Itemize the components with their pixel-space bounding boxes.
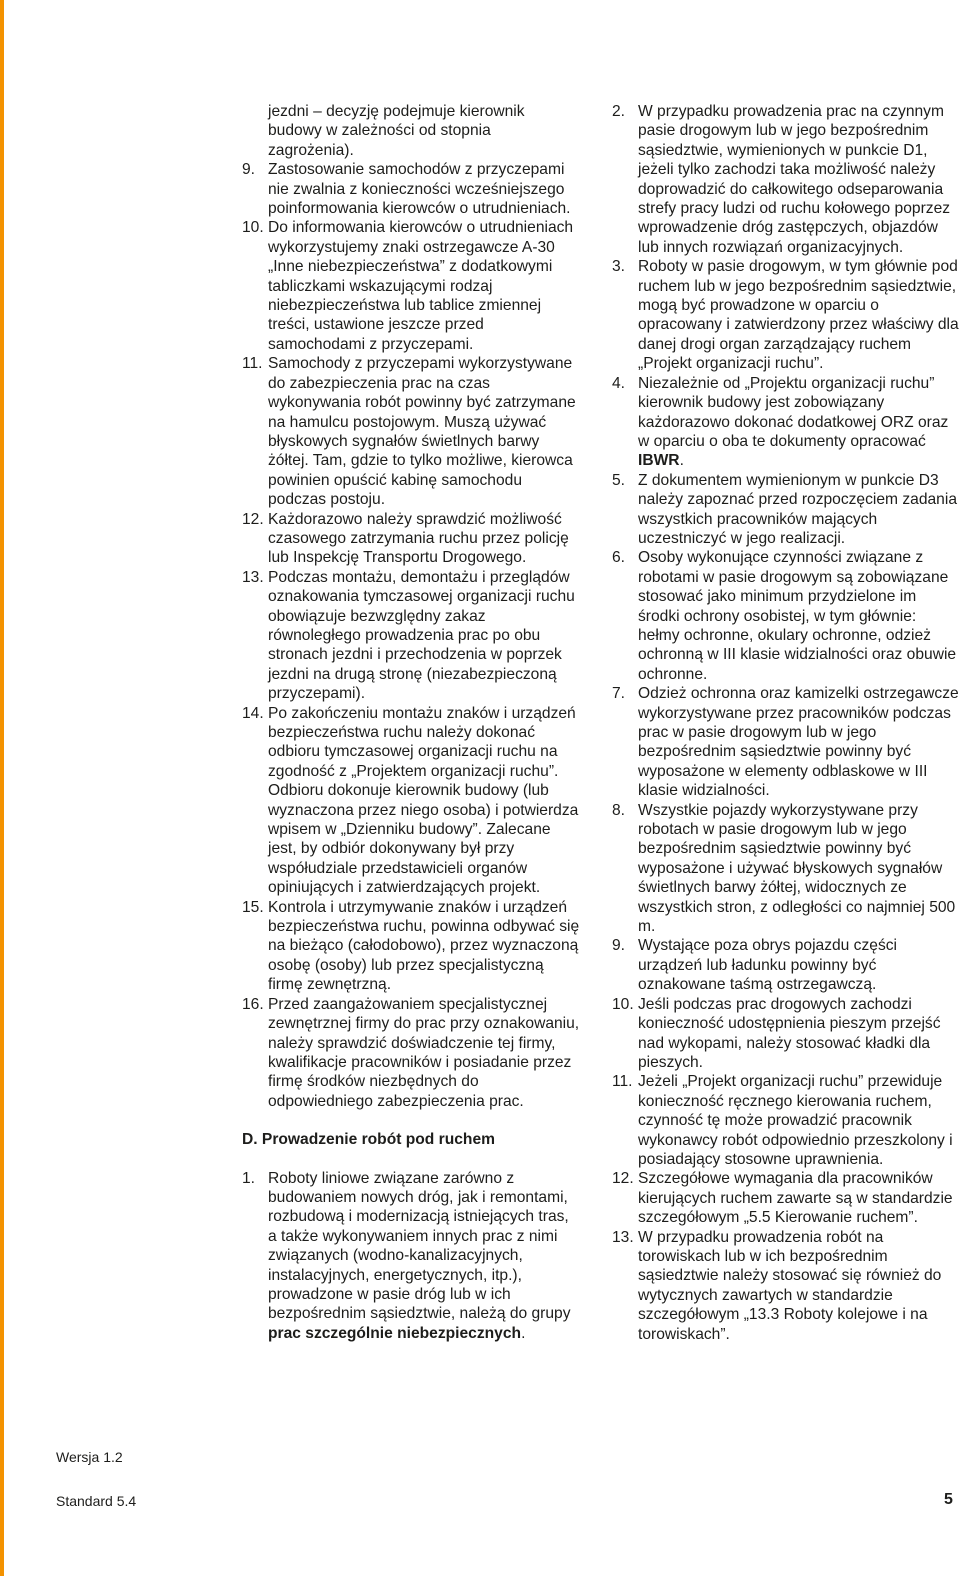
list-item	[242, 995, 580, 1111]
item-text	[638, 548, 960, 684]
list-item	[242, 160, 580, 218]
item-text-main: W przypadku prowadzenia robót na torowiskach lub w ich bezpośrednim sąsiedztwie należy stosować się również do wytycznych zawartych w standardzie szczegółowym „13.3 Roboty kolejowe i na torowiskach”.	[638, 1228, 942, 1343]
item-number: 10.	[612, 995, 634, 1013]
continuation-text: jezdni – decyzję podejmuje kierownik budowy w zależności od stopnia zagrożenia).	[268, 103, 525, 159]
item-text-main: Kontrola i utrzymywanie znaków i urządzeń bezpieczeństwa ruchu, powinna odbywać się na bieżąco (całodobowo), przez wyznaczoną osobę (osoby) lub przez specjalistyczną firmę zewnętrzną.	[268, 898, 580, 994]
item-text	[268, 995, 580, 1111]
orange-accent-bar	[0, 0, 4, 1576]
item-number: 9.	[242, 161, 256, 179]
item-text	[638, 1228, 960, 1344]
item-text-main: Szczegółowe wymagania dla pracowników kierujących ruchem zawarte są w standardzie szczegółowym „5.5 Kierowanie ruchem”.	[638, 1170, 953, 1227]
item-text-main: Po zakończeniu montażu znaków i urządzeń bezpieczeństwa ruchu należy dokonać odbioru tymczasowej organizacji ruchu na zgodność z „Projektem organizacji ruchu”. Odbioru dokonuje kierownik budowy (lub wyznaczona przez niego osoba) i potwierdza wpisem w „Dzienniku budowy”. Zalecane jest, by odbiór dokonywany był przy współudziale przedstawicieli organów opiniujących i zatwierdzających projekt.	[268, 704, 579, 897]
list-item	[612, 801, 960, 937]
item-number: 13.	[612, 1228, 634, 1246]
right-column	[612, 102, 960, 1344]
item-text-main: Przed zaangażowaniem specjalistycznej zewnętrznej firmy do prac przy oznakowaniu, należy sprawdzić doświadczenie tej firmy, kwalifikacje pracowników i posiadanie przez firmę środków niezbędnych do odpowiedniego zabezpieczenia prac.	[268, 995, 580, 1110]
item-number: 15.	[242, 898, 264, 916]
item-text-main: Każdorazowo należy sprawdzić możliwość czasowego zatrzymania ruchu przez policję lub Inspekcję Transportu Drogowego.	[268, 510, 569, 567]
item-number: 13.	[242, 568, 264, 586]
list-item	[612, 1072, 960, 1169]
item-text-tail: .	[679, 452, 684, 470]
item-text-main: Osoby wykonujące czynności związane z robotami w pasie drogowym są zobowiązane stosować jako minimum przydzielone im środki ochrony osobistej, w tym głównie: hełmy ochronne, okulary ochronne, odzież ochronną w III klasie widzialności oraz obuwie ochronne.	[638, 549, 957, 683]
item-number: 14.	[242, 704, 264, 722]
item-number: 12.	[612, 1170, 634, 1188]
list-item	[612, 548, 960, 684]
item-number: 1.	[242, 1169, 256, 1187]
page-number: 5	[944, 1491, 953, 1508]
item-text-bold: IBWR	[638, 452, 680, 470]
item-text	[638, 102, 960, 257]
item-text	[638, 257, 960, 373]
list-item	[242, 218, 580, 354]
item-text	[638, 995, 960, 1073]
list-item	[242, 354, 580, 509]
item-text	[268, 510, 580, 568]
item-number: 12.	[242, 510, 264, 528]
item-text-main: Wystające poza obrys pojazdu części urządzeń lub ładunku powinny być oznakowane taśmą ostrzegawczą.	[638, 937, 898, 994]
item-text	[268, 218, 580, 354]
item-text-bold: prac szczególnie niebezpiecznych	[268, 1324, 522, 1342]
list-item	[612, 1169, 960, 1227]
item-text	[268, 898, 580, 995]
list-item	[242, 704, 580, 898]
item-text-tail: .	[521, 1324, 526, 1342]
item-text	[268, 160, 580, 218]
item-number: 9.	[612, 937, 626, 955]
left-numbered-list	[242, 160, 580, 1111]
item-text	[638, 471, 960, 549]
item-text-main: Zastosowanie samochodów z przyczepami nie zwalnia z konieczności wcześniejszego poinformowania kierowców o utrudnieniach.	[268, 161, 571, 218]
right-numbered-list	[612, 102, 960, 1344]
item-text	[638, 801, 960, 937]
list-item	[242, 510, 580, 568]
item-text	[638, 1072, 960, 1169]
item-text-main: Odzież ochronna oraz kamizelki ostrzegawcze wykorzystywane przez pracowników podczas prac w pasie drogowym lub w jego bezpośrednim sąsiedztwie powinny być wyposażone w elementy odblaskowe w III klasie widzialności.	[638, 685, 959, 800]
list-item	[242, 568, 580, 704]
list-item	[612, 471, 960, 549]
item-text-main: Samochody z przyczepami wykorzystywane do zabezpieczenia prac na czas wykonywania robót powinny być zatrzymane na hamulcu postojowym. Muszą używać błyskowych sygnałów świetlnych barwy żółtej. Tam, gdzie to tylko możliwe, kierowca powinien opuścić kabinę samochodu podczas postoju.	[268, 355, 576, 509]
item-text	[268, 1169, 580, 1344]
item-text-main: W przypadku prowadzenia prac na czynnym pasie drogowym lub w jego bezpośrednim sąsiedztwie, wymienionych w punkcie D1, jeżeli tylko zachodzi taka możliwość należy doprowadzić do całkowitego odseparowania strefy pracy ludzi od ruchu kołowego poprzez wprowadzenie dróg zastępczych, objazdów lub innych rozwiązań organizacyjnych.	[638, 103, 951, 256]
item-text-main: Roboty w pasie drogowym, w tym głównie pod ruchem lub w jego bezpośrednim sąsiedztwie, mogą być prowadzone w oparciu o opracowany i zatwierdzony przez właściwy dla danej drogi organ zarządzający ruchem „Projekt organizacji ruchu”.	[638, 258, 959, 373]
item-text-main: Wszystkie pojazdy wykorzystywane przy robotach w pasie drogowym lub w jego bezpośrednim sąsiedztwie powinny być wyposażone i używać błyskowych sygnałów świetlnych barwy żółtej, widocznych ze wszystkich stron, z odległości co najmniej 500 m.	[638, 801, 956, 936]
item-number: 4.	[612, 374, 626, 392]
item-text-main: Jeśli podczas prac drogowych zachodzi konieczność udostępnienia pieszym przejść nad wykopami, należy stosować kładki dla pieszych.	[638, 995, 941, 1071]
item-text	[638, 936, 960, 994]
item-number: 6.	[612, 549, 626, 567]
item-number: 5.	[612, 471, 626, 489]
item-text	[638, 1169, 960, 1227]
list-item	[612, 684, 960, 800]
version-label: Wersja 1.2	[56, 1449, 123, 1465]
left-column	[242, 102, 580, 1343]
item-text-main: Roboty liniowe związane zarówno z budowaniem nowych dróg, jak i remontami, rozbudową i modernizacją istniejących tras, a także wykonywaniem innych prac z nimi związanych (wodno-kanalizacyjnych, instalacyjnych, energetycznych, itp.), prowadzone w pasie dróg lub w ich bezpośrednim sąsiedztwie, należą do grupy	[268, 1169, 571, 1323]
item-text-main: Niezależnie od „Projektu organizacji ruchu” kierownik budowy jest zobowiązany każdorazowo dokonać dodatkowej ORZ oraz w oparciu o oba te dokumenty opracować	[638, 374, 949, 450]
item-text	[268, 568, 580, 704]
item-number: 10.	[242, 219, 264, 237]
item-number: 11.	[242, 355, 263, 373]
item-text	[638, 684, 960, 800]
item-number: 8.	[612, 801, 626, 819]
list-item	[612, 374, 960, 471]
list-item	[612, 257, 960, 373]
item-number: 3.	[612, 258, 626, 276]
section-heading: D. Prowadzenie robót pod ruchem	[242, 1131, 495, 1149]
item-text-main: Do informowania kierowców o utrudnieniach wykorzystujemy znaki ostrzegawcze A-30 „Inne niebezpieczeństwa” z dodatkowymi tabliczkami wskazującymi rodzaj niebezpieczeństwa lub tablice zmiennej treści, ustawione jeszcze przed samochodami z przyczepami.	[268, 219, 574, 353]
item-text	[268, 704, 580, 898]
list-item	[242, 1169, 580, 1344]
item-number: 11.	[612, 1073, 633, 1091]
item-number: 7.	[612, 685, 626, 703]
list-item	[612, 1228, 960, 1344]
item-text-main: Jeżeli „Projekt organizacji ruchu” przewiduje konieczność ręcznego kierowania ruchem, czynność tę może prowadzić pracownik wykonawcy robót odpowiednio przeszkolony i posiadający stosowne uprawnienia.	[638, 1073, 953, 1168]
item-text-main: Podczas montażu, demontażu i przeglądów oznakowania tymczasowej organizacji ruchu obowiązuje bezwzględny zakaz równoległego prowadzenia prac po obu stronach jezdni i przechodzenia w poprzek jezdni na drugą stronę (niezabezpieczoną przyczepami).	[268, 568, 575, 703]
standard-label: Standard 5.4	[56, 1493, 137, 1509]
list-item	[612, 102, 960, 257]
list-item	[242, 898, 580, 995]
item-number: 2.	[612, 103, 626, 120]
item-text-main: Z dokumentem wymienionym w punkcie D3 należy zapoznać przed rozpoczęciem zadania wszystkich pracowników mających uczestniczyć w jego realizacji.	[638, 471, 957, 547]
item-text	[638, 374, 960, 471]
item-number: 16.	[242, 995, 264, 1013]
item-text	[268, 354, 580, 509]
list-item	[612, 936, 960, 994]
list-item	[612, 995, 960, 1073]
